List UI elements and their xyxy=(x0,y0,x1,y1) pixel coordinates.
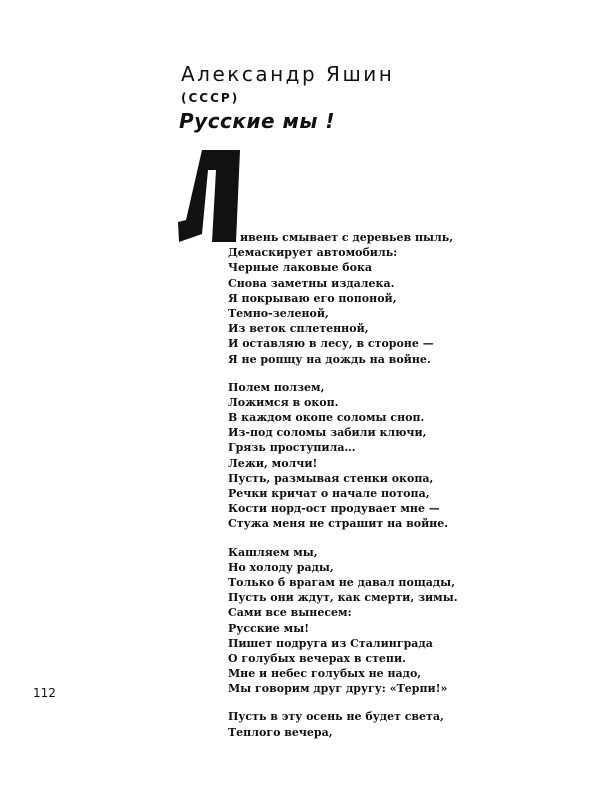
drop-cap-letter xyxy=(178,150,240,242)
poem-line: Снова заметны издалека. xyxy=(228,276,395,290)
poem-line: Ложимся в окоп. xyxy=(228,395,339,409)
poem-line: Лежи, молчи! xyxy=(228,456,318,470)
stanza xyxy=(228,380,568,532)
drop-cap-glyph xyxy=(178,150,240,242)
poem-line: Сами все вынесем: xyxy=(228,606,352,620)
poem-title: Русские мы ! xyxy=(179,109,336,133)
poem-line: Русские мы! xyxy=(228,621,310,635)
poem-line: Кашляем мы, xyxy=(228,545,318,559)
poem-line: ивень смывает с деревьев пыль, xyxy=(240,231,454,244)
author-country: (СССР) xyxy=(181,91,240,105)
poem-line: Полем ползем, xyxy=(228,380,325,394)
stanza-gap xyxy=(228,367,568,380)
poem-line: Но холоду рады, xyxy=(228,560,334,574)
stanza-gap xyxy=(228,696,568,709)
poem-line: Пишет подруга из Сталинграда xyxy=(228,636,433,650)
poem-line: Грязь проступила… xyxy=(228,441,356,455)
poem-line: Пусть, размывая стенки окопа, xyxy=(228,471,434,485)
page-number: 112 xyxy=(33,686,56,700)
author-name: Александр Яшин xyxy=(181,62,395,86)
poem-line: Демаскирует автомобиль: xyxy=(228,246,398,260)
poem-line: Речки кричат о начале потопа, xyxy=(228,487,430,500)
poem-line: Я покрываю его попоной, xyxy=(228,291,397,305)
poem-line: Мне и небес голубых не надо, xyxy=(228,667,422,681)
stanza xyxy=(228,230,568,367)
poem-line: Из веток сплетенной, xyxy=(228,322,369,336)
stanza xyxy=(228,709,568,739)
poem-line: Темно-зеленой, xyxy=(228,306,329,320)
poem-line: И оставляю в лесу, в стороне — xyxy=(228,337,434,351)
stanza xyxy=(228,545,568,697)
poem-line: Из-под соломы забили ключи, xyxy=(228,426,427,440)
poem-line: Теплого вечера, xyxy=(228,725,333,739)
poem-line: О голубых вечерах в степи. xyxy=(228,651,406,665)
poem-line: Стужа меня не страшит на войне. xyxy=(228,517,449,531)
poem-line: Кости норд-ост продувает мне — xyxy=(228,502,440,516)
poem-line: Черные лаковые бока xyxy=(228,261,373,275)
poem-line: Пусть в эту осень не будет света, xyxy=(228,710,444,724)
poem-line: Мы говорим друг другу: «Терпи!» xyxy=(228,682,448,696)
poem-body xyxy=(228,230,568,740)
poem-line: Пусть они ждут, как смерти, зимы. xyxy=(228,591,458,605)
poem-line: Только б врагам не давал пощады, xyxy=(228,575,456,589)
poem-line: Я не ропщу на дождь на войне. xyxy=(228,352,431,366)
stanza-gap xyxy=(228,532,568,545)
poem-line: В каждом окопе соломы сноп. xyxy=(228,411,425,425)
